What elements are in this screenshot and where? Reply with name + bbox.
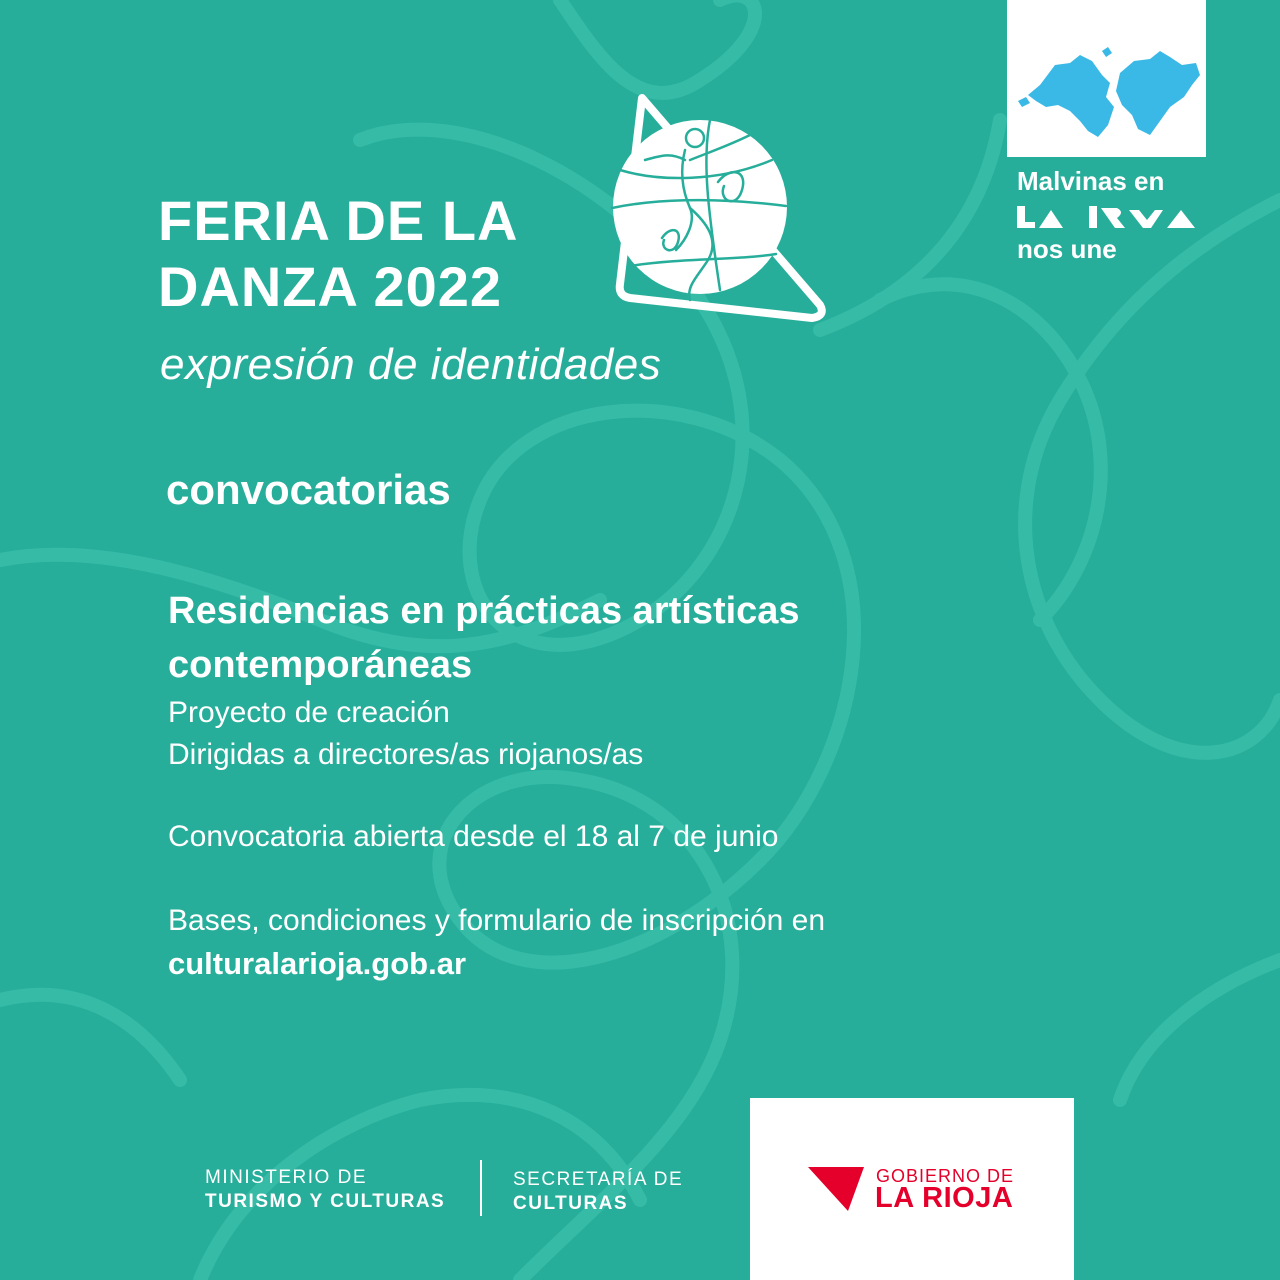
- event-title-line2: DANZA 2022: [158, 255, 503, 318]
- la-rioja-arrow-icon: [808, 1163, 870, 1213]
- call-dates: Convocatoria abierta desde el 18 al 7 de junio: [168, 820, 779, 853]
- section-heading: convocatorias: [166, 466, 451, 513]
- secretaria-line1: SECRETARÍA DE: [513, 1169, 684, 1190]
- malvinas-line3: nos une: [1017, 234, 1117, 264]
- gobierno-line1: GOBIERNO DE: [876, 1166, 1015, 1186]
- dancer-globe-triangle-icon: [590, 90, 840, 335]
- gobierno-line2: LA RIOJA: [875, 1182, 1014, 1214]
- detail-audience: Dirigidas a directores/as riojanos/as: [168, 738, 644, 771]
- ministry-line2: TURISMO Y CULTURAS: [205, 1191, 446, 1212]
- footer-divider: [480, 1160, 482, 1216]
- la-rioja-wordmark-icon: [1017, 204, 1202, 230]
- secretaria-line2: CULTURAS: [513, 1193, 629, 1214]
- bases-text: Bases, condiciones y formulario de inscripción en: [168, 904, 825, 937]
- event-title-line1: FERIA DE LA: [158, 189, 519, 252]
- ministry-logo-text: [205, 1166, 445, 1214]
- ministry-line1: MINISTERIO DE: [205, 1167, 368, 1188]
- detail-project: Proyecto de creación: [168, 696, 450, 729]
- malvinas-islands-map-icon: [1010, 45, 1205, 145]
- secretaria-logo-text: [513, 1168, 683, 1216]
- event-subtitle: expresión de identidades: [160, 340, 662, 389]
- malvinas-line1: Malvinas en: [1017, 166, 1165, 196]
- call-title: Residencias en prácticas artísticas contemporáneas: [168, 590, 800, 686]
- website-link[interactable]: culturalarioja.gob.ar: [168, 946, 467, 981]
- event-title: [158, 188, 518, 320]
